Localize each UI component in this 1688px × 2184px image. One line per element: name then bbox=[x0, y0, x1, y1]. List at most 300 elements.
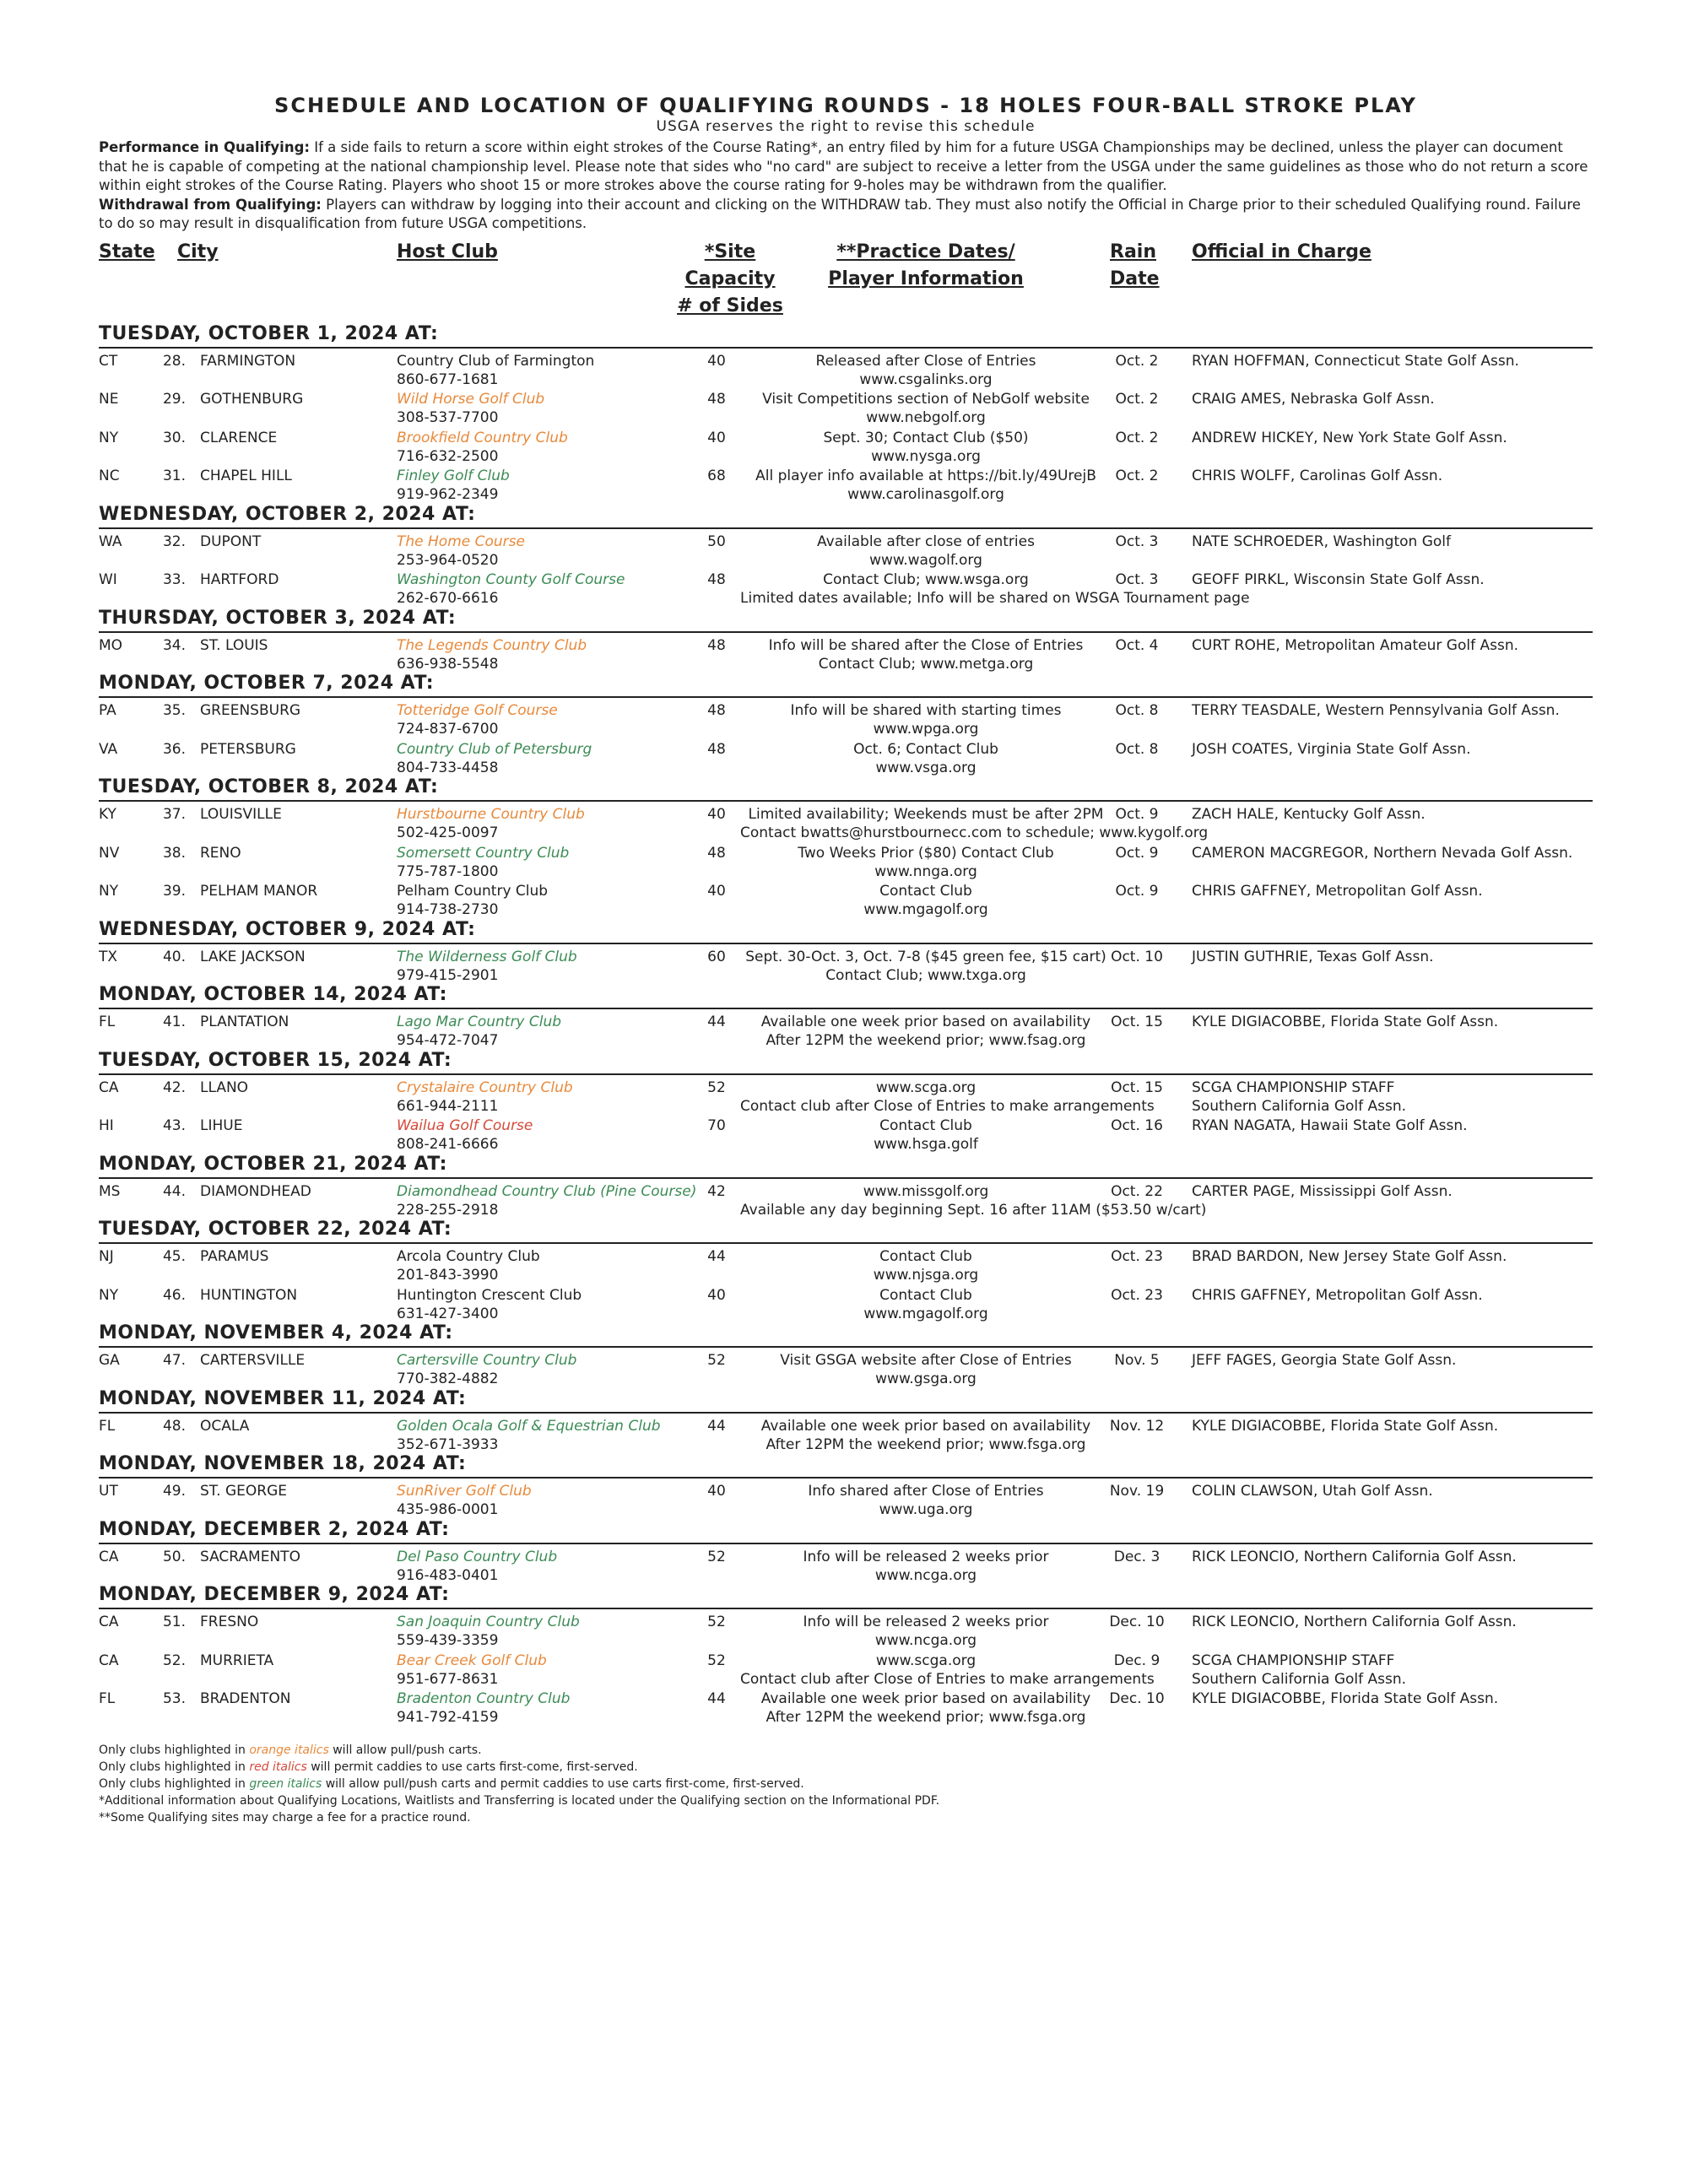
host-club-cell: Finley Golf Club bbox=[397, 468, 510, 484]
qualifying-site-row bbox=[99, 802, 1593, 841]
city-cell: PELHAM MANOR bbox=[200, 883, 318, 900]
official-cell: CHRIS GAFFNEY, Metropolitan Golf Assn. bbox=[1192, 883, 1483, 900]
qualifying-site-row bbox=[99, 567, 1593, 606]
date-section bbox=[99, 1217, 1593, 1321]
rain-date-cell: Nov. 19 bbox=[1109, 1483, 1165, 1500]
capacity-cell: 42 bbox=[707, 1182, 726, 1200]
practice-info-line1: Info shared after Close of Entries bbox=[808, 1483, 1044, 1500]
site-number-cell: 37. bbox=[162, 806, 186, 823]
state-cell: VA bbox=[99, 740, 118, 758]
official-cell: RICK LEONCIO, Northern California Golf Assn. bbox=[1192, 1614, 1517, 1630]
phone-cell: 954-472-7047 bbox=[397, 1032, 499, 1049]
capacity-cell: 52 bbox=[707, 1352, 726, 1369]
official-cell: COLIN CLAWSON, Utah Golf Assn. bbox=[1192, 1483, 1433, 1500]
official-cell: JUSTIN GUTHRIE, Texas Golf Assn. bbox=[1192, 948, 1434, 965]
site-number-cell: 29. bbox=[162, 391, 186, 408]
date-section bbox=[99, 1152, 1593, 1218]
site-number-cell: 31. bbox=[162, 468, 186, 484]
city-cell: LLANO bbox=[200, 1078, 249, 1096]
state-cell: NY bbox=[99, 429, 119, 446]
official-cell: SCGA CHAMPIONSHIP STAFF bbox=[1192, 1078, 1395, 1096]
qualifying-site-row bbox=[99, 841, 1593, 879]
practice-info-line1: Visit Competitions section of NebGolf website bbox=[762, 391, 1090, 408]
practice-info-line1: Visit GSGA website after Close of Entries bbox=[780, 1352, 1072, 1369]
capacity-cell: 50 bbox=[707, 532, 726, 550]
qualifying-site-row bbox=[99, 425, 1593, 464]
rain-date-cell: Oct. 22 bbox=[1111, 1182, 1163, 1200]
practice-info-line1: Contact Club bbox=[879, 1117, 972, 1134]
practice-info-line1: Two Weeks Prior ($80) Contact Club bbox=[798, 844, 1054, 862]
phone-cell: 228-255-2918 bbox=[397, 1201, 499, 1219]
col-capacity-line1: *Site bbox=[704, 241, 756, 262]
practice-info-line2: www.csgalinks.org bbox=[859, 370, 993, 388]
rain-date-cell: Nov. 12 bbox=[1109, 1417, 1165, 1435]
official-cell: KYLE DIGIACOBBE, Florida State Golf Assn. bbox=[1192, 1690, 1499, 1707]
capacity-cell: 52 bbox=[707, 1078, 726, 1096]
note-text: will permit caddies to use carts first-come, first-served. bbox=[306, 1760, 638, 1774]
official-cell: GEOFF PIRKL, Wisconsin State Golf Assn. bbox=[1192, 571, 1485, 588]
qualifying-site-row bbox=[99, 698, 1593, 737]
section-date-heading: TUESDAY, OCTOBER 1, 2024 AT: bbox=[99, 322, 1593, 349]
site-number-cell: 36. bbox=[162, 740, 186, 758]
capacity-cell: 48 bbox=[707, 740, 726, 758]
practice-info-line1: Contact Club; www.wsga.org bbox=[823, 571, 1029, 588]
phone-cell: 636-938-5548 bbox=[397, 655, 499, 673]
rain-date-cell: Dec. 10 bbox=[1109, 1614, 1165, 1630]
capacity-cell: 40 bbox=[707, 352, 726, 370]
rain-date-cell: Oct. 9 bbox=[1115, 883, 1159, 900]
col-city: City bbox=[177, 241, 219, 262]
host-club-cell: San Joaquin Country Club bbox=[397, 1614, 580, 1630]
rain-date-cell: Oct. 23 bbox=[1111, 1248, 1163, 1265]
qualifying-site-row bbox=[99, 737, 1593, 776]
host-club-cell: Wailua Golf Course bbox=[397, 1117, 533, 1134]
practice-info-line2: After 12PM the weekend prior; www.fsga.org bbox=[766, 1435, 1086, 1453]
practice-info-line2: Contact bwatts@hurstbournecc.com to schedule; www.kygolf.org bbox=[740, 824, 1209, 841]
practice-info-line1: Released after Close of Entries bbox=[815, 352, 1036, 370]
phone-cell: 951-677-8631 bbox=[397, 1670, 499, 1688]
qualifying-site-row bbox=[99, 944, 1593, 983]
host-club-cell: The Legends Country Club bbox=[397, 636, 587, 654]
performance-text: If a side fails to return a score within eight strokes of the Course Rating*, an entry filed by him for a future USGA Championships may be declined, unless the player can document that he is capable of competing at the national championship level. Please note that sides who "no card" are subject to receive a letter from the USGA under the same guidelines as those who do not return a score within eight strokes of the Course Rating. Players who shoot 15 or more strokes above the course rating for 9-holes may be withdrawn from the qualifier. bbox=[99, 139, 1588, 193]
rain-date-cell: Oct. 2 bbox=[1115, 352, 1159, 370]
qualifying-site-row bbox=[99, 1648, 1593, 1687]
phone-cell: 919-962-2349 bbox=[397, 486, 499, 503]
site-number-cell: 49. bbox=[162, 1483, 186, 1500]
phone-cell: 201-843-3990 bbox=[397, 1267, 499, 1284]
qualifying-site-row bbox=[99, 1686, 1593, 1725]
practice-info-line1: Sept. 30-Oct. 3, Oct. 7-8 ($45 green fee, $15 cart) bbox=[745, 948, 1106, 965]
practice-info-line1: Available after close of entries bbox=[817, 532, 1035, 550]
state-cell: MS bbox=[99, 1182, 121, 1200]
rain-date-cell: Oct. 2 bbox=[1115, 429, 1159, 446]
phone-cell: 262-670-6616 bbox=[397, 590, 499, 607]
rain-date-cell: Dec. 10 bbox=[1109, 1690, 1165, 1707]
section-date-heading: TUESDAY, OCTOBER 8, 2024 AT: bbox=[99, 775, 1593, 802]
rain-date-cell: Oct. 9 bbox=[1115, 806, 1159, 823]
schedule-page bbox=[99, 93, 1593, 1826]
host-club-cell: Arcola Country Club bbox=[397, 1248, 540, 1265]
state-cell: FL bbox=[99, 1417, 116, 1435]
state-cell: KY bbox=[99, 806, 116, 823]
state-cell: GA bbox=[99, 1352, 120, 1369]
practice-info-line1: Available one week prior based on availability bbox=[760, 1417, 1091, 1435]
capacity-cell: 40 bbox=[707, 1483, 726, 1500]
date-section bbox=[99, 1321, 1593, 1387]
official-cell: NATE SCHROEDER, Washington Golf bbox=[1192, 532, 1451, 550]
city-cell: LOUISVILLE bbox=[200, 806, 282, 823]
official-cell: TERRY TEASDALE, Western Pennsylvania Golf Assn. bbox=[1192, 702, 1560, 719]
host-club-cell: Country Club of Farmington bbox=[397, 352, 595, 370]
col-capacity bbox=[663, 239, 798, 320]
site-number-cell: 52. bbox=[162, 1652, 186, 1669]
section-date-heading: MONDAY, DECEMBER 2, 2024 AT: bbox=[99, 1517, 1593, 1544]
rain-date-cell: Oct. 2 bbox=[1115, 468, 1159, 484]
col-host-club: Host Club bbox=[397, 241, 498, 262]
column-headers bbox=[99, 239, 1593, 322]
section-date-heading: MONDAY, NOVEMBER 18, 2024 AT: bbox=[99, 1451, 1593, 1479]
host-club-cell: Country Club of Petersburg bbox=[397, 740, 592, 758]
official-cell: SCGA CHAMPIONSHIP STAFF bbox=[1192, 1652, 1395, 1669]
qualifying-site-row bbox=[99, 1075, 1593, 1114]
qualifying-site-row bbox=[99, 387, 1593, 425]
practice-info-line2: www.mgagolf.org bbox=[863, 1305, 988, 1322]
official-cell: JOSH COATES, Virginia State Golf Assn. bbox=[1192, 740, 1471, 758]
practice-info-line1: www.scga.org bbox=[875, 1652, 977, 1669]
practice-info-line2: Available any day beginning Sept. 16 after 11AM ($53.50 w/cart) bbox=[740, 1201, 1207, 1219]
phone-cell: 661-944-2111 bbox=[397, 1097, 499, 1115]
practice-info-line1: Available one week prior based on availability bbox=[760, 1690, 1091, 1707]
withdrawal-label: Withdrawal from Qualifying: bbox=[99, 196, 322, 213]
col-capacity-line2: Capacity bbox=[684, 268, 776, 289]
site-number-cell: 35. bbox=[162, 702, 186, 719]
site-number-cell: 51. bbox=[162, 1614, 186, 1630]
state-cell: NV bbox=[99, 844, 120, 862]
official-cell: CURT ROHE, Metropolitan Amateur Golf Assn. bbox=[1192, 636, 1519, 654]
official-cell: CHRIS WOLFF, Carolinas Golf Assn. bbox=[1192, 468, 1443, 484]
practice-info-line1: Sept. 30; Contact Club ($50) bbox=[823, 429, 1029, 446]
capacity-cell: 70 bbox=[707, 1117, 726, 1134]
practice-info-line1: All player info available at https://bit.ly/49UrejB bbox=[755, 468, 1096, 484]
site-number-cell: 45. bbox=[162, 1248, 186, 1265]
practice-info-line1: Info will be released 2 weeks prior bbox=[803, 1548, 1049, 1565]
host-club-cell: Wild Horse Golf Club bbox=[397, 391, 545, 408]
host-club-cell: Bear Creek Golf Club bbox=[397, 1652, 547, 1669]
qualifying-site-row bbox=[99, 1244, 1593, 1283]
withdrawal-text: Players can withdraw by logging into their account and clicking on the WITHDRAW tab. They must also notify the Official in Charge prior to their scheduled Qualifying round. Failure to do so may result in disqualification from future USGA competitions. bbox=[99, 196, 1581, 231]
practice-info-line1: Available one week prior based on availability bbox=[760, 1014, 1091, 1030]
city-cell: ST. LOUIS bbox=[200, 636, 268, 654]
phone-cell: 352-671-3933 bbox=[397, 1435, 499, 1453]
schedule-sections bbox=[99, 322, 1593, 1725]
phone-cell: 914-738-2730 bbox=[397, 901, 499, 918]
col-rain-line2: Date bbox=[1110, 268, 1160, 289]
note-green bbox=[99, 1776, 1593, 1792]
qualifying-site-row bbox=[99, 878, 1593, 917]
city-cell: ST. GEORGE bbox=[200, 1483, 287, 1500]
section-date-heading: MONDAY, NOVEMBER 11, 2024 AT: bbox=[99, 1387, 1593, 1414]
qualifying-site-row bbox=[99, 1414, 1593, 1452]
practice-info-line2: Limited dates available; Info will be shared on WSGA Tournament page bbox=[740, 590, 1250, 607]
note-red bbox=[99, 1759, 1593, 1776]
qualifying-site-row bbox=[99, 1609, 1593, 1648]
host-club-cell: Totteridge Golf Course bbox=[397, 702, 558, 719]
footnotes bbox=[99, 1742, 1593, 1826]
host-club-cell: Golden Ocala Golf & Equestrian Club bbox=[397, 1417, 661, 1435]
phone-cell: 435-986-0001 bbox=[397, 1501, 499, 1518]
rain-date-cell: Oct. 10 bbox=[1111, 948, 1163, 965]
col-practice bbox=[816, 239, 1036, 293]
state-cell: TX bbox=[99, 948, 118, 965]
note-additional-info: *Additional information about Qualifying Locations, Waitlists and Transferring is located under the Qualifying section on the Informational PDF. bbox=[99, 1793, 940, 1808]
capacity-cell: 44 bbox=[707, 1417, 726, 1435]
phone-cell: 775-787-1800 bbox=[397, 862, 499, 880]
capacity-cell: 44 bbox=[707, 1014, 726, 1030]
state-cell: HI bbox=[99, 1117, 114, 1134]
qualifying-site-row bbox=[99, 1009, 1593, 1048]
city-cell: DUPONT bbox=[200, 532, 262, 550]
site-number-cell: 33. bbox=[162, 571, 186, 588]
note-text: will allow pull/push carts and permit caddies to use carts first-come, first-served. bbox=[322, 1776, 804, 1791]
capacity-cell: 48 bbox=[707, 844, 726, 862]
city-cell: RENO bbox=[200, 844, 241, 862]
date-section bbox=[99, 982, 1593, 1048]
rain-date-cell: Dec. 3 bbox=[1113, 1548, 1160, 1565]
practice-info-line2: www.wagolf.org bbox=[869, 551, 982, 569]
practice-info-line2: Contact club after Close of Entries to make arrangements bbox=[740, 1097, 1155, 1115]
date-section bbox=[99, 502, 1593, 606]
phone-cell: 502-425-0097 bbox=[397, 824, 499, 841]
qualifying-site-row bbox=[99, 529, 1593, 568]
official-cell: CAMERON MACGREGOR, Northern Nevada Golf Assn. bbox=[1192, 844, 1573, 862]
practice-info-line1: www.missgolf.org bbox=[863, 1182, 989, 1200]
qualifying-site-row bbox=[99, 349, 1593, 387]
rain-date-cell: Dec. 9 bbox=[1113, 1652, 1160, 1669]
date-section bbox=[99, 671, 1593, 775]
qualifying-site-row bbox=[99, 633, 1593, 672]
practice-info-line2: Contact club after Close of Entries to make arrangements bbox=[740, 1670, 1155, 1688]
city-cell: SACRAMENTO bbox=[200, 1548, 300, 1565]
col-state: State bbox=[99, 241, 155, 262]
city-cell: PARAMUS bbox=[200, 1248, 269, 1265]
city-cell: OCALA bbox=[200, 1417, 250, 1435]
rain-date-cell: Oct. 16 bbox=[1111, 1117, 1163, 1134]
practice-info-line1: www.scga.org bbox=[875, 1078, 977, 1096]
official-cell: BRAD BARDON, New Jersey State Golf Assn. bbox=[1192, 1248, 1507, 1265]
site-number-cell: 47. bbox=[162, 1352, 186, 1369]
city-cell: CLARENCE bbox=[200, 429, 278, 446]
site-number-cell: 50. bbox=[162, 1548, 186, 1565]
note-text: will allow pull/push carts. bbox=[328, 1743, 482, 1757]
state-cell: NY bbox=[99, 883, 119, 900]
state-cell: CA bbox=[99, 1078, 119, 1096]
site-number-cell: 32. bbox=[162, 532, 186, 550]
city-cell: GREENSBURG bbox=[200, 702, 301, 719]
col-rain-date bbox=[1110, 239, 1160, 293]
host-club-cell: Hurstbourne Country Club bbox=[397, 806, 585, 823]
date-section bbox=[99, 606, 1593, 672]
col-practice-line2: Player Information bbox=[828, 268, 1024, 289]
capacity-cell: 48 bbox=[707, 702, 726, 719]
site-number-cell: 40. bbox=[162, 948, 186, 965]
site-number-cell: 42. bbox=[162, 1078, 186, 1096]
capacity-cell: 52 bbox=[707, 1614, 726, 1630]
phone-cell: 716-632-2500 bbox=[397, 447, 499, 465]
phone-cell: 308-537-7700 bbox=[397, 409, 499, 426]
site-number-cell: 48. bbox=[162, 1417, 186, 1435]
city-cell: CARTERSVILLE bbox=[200, 1352, 306, 1369]
site-number-cell: 34. bbox=[162, 636, 186, 654]
state-cell: FL bbox=[99, 1014, 116, 1030]
section-date-heading: THURSDAY, OCTOBER 3, 2024 AT: bbox=[99, 606, 1593, 633]
date-section bbox=[99, 1582, 1593, 1725]
official-cell: JEFF FAGES, Georgia State Golf Assn. bbox=[1192, 1352, 1457, 1369]
phone-cell: 770-382-4882 bbox=[397, 1370, 499, 1387]
state-cell: UT bbox=[99, 1483, 118, 1500]
practice-info-line2: www.ncga.org bbox=[874, 1632, 977, 1649]
practice-info-line2: www.nysga.org bbox=[871, 447, 981, 465]
host-club-cell: Crystalaire Country Club bbox=[397, 1078, 573, 1096]
city-cell: PLANTATION bbox=[200, 1014, 289, 1030]
phone-cell: 979-415-2901 bbox=[397, 966, 499, 984]
practice-info-line2: www.njsga.org bbox=[873, 1267, 979, 1284]
site-number-cell: 39. bbox=[162, 883, 186, 900]
section-date-heading: MONDAY, OCTOBER 14, 2024 AT: bbox=[99, 982, 1593, 1009]
capacity-cell: 48 bbox=[707, 391, 726, 408]
page-title: SCHEDULE AND LOCATION OF QUALIFYING ROUNDS - 18 HOLES FOUR-BALL STROKE PLAY bbox=[274, 94, 1417, 117]
official-cell: ANDREW HICKEY, New York State Golf Assn. bbox=[1192, 429, 1507, 446]
city-cell: FARMINGTON bbox=[200, 352, 296, 370]
capacity-cell: 48 bbox=[707, 636, 726, 654]
city-cell: FRESNO bbox=[200, 1614, 259, 1630]
qualifying-site-row bbox=[99, 1479, 1593, 1517]
phone-cell: 808-241-6666 bbox=[397, 1136, 499, 1153]
capacity-cell: 52 bbox=[707, 1652, 726, 1669]
state-cell: NY bbox=[99, 1286, 119, 1304]
state-cell: CT bbox=[99, 352, 118, 370]
qualifying-site-row bbox=[99, 1348, 1593, 1387]
section-date-heading: MONDAY, OCTOBER 7, 2024 AT: bbox=[99, 671, 1593, 698]
section-date-heading: MONDAY, DECEMBER 9, 2024 AT: bbox=[99, 1582, 1593, 1609]
col-rain-line1: Rain bbox=[1110, 241, 1156, 262]
section-date-heading: TUESDAY, OCTOBER 22, 2024 AT: bbox=[99, 1217, 1593, 1244]
official-cell: KYLE DIGIACOBBE, Florida State Golf Assn. bbox=[1192, 1417, 1499, 1435]
site-number-cell: 53. bbox=[162, 1690, 186, 1707]
capacity-cell: 40 bbox=[707, 1286, 726, 1304]
section-date-heading: WEDNESDAY, OCTOBER 9, 2024 AT: bbox=[99, 917, 1593, 944]
date-section bbox=[99, 1387, 1593, 1452]
city-cell: LIHUE bbox=[200, 1117, 243, 1134]
col-capacity-line3: # of Sides bbox=[677, 295, 783, 316]
date-section bbox=[99, 322, 1593, 502]
phone-cell: 724-837-6700 bbox=[397, 721, 499, 738]
rain-date-cell: Oct. 9 bbox=[1115, 844, 1159, 862]
state-cell: CA bbox=[99, 1652, 119, 1669]
practice-info-line1: Info will be shared with starting times bbox=[790, 702, 1062, 719]
practice-info-line1: Info will be shared after the Close of Entries bbox=[768, 636, 1084, 654]
city-cell: GOTHENBURG bbox=[200, 391, 304, 408]
city-cell: HUNTINGTON bbox=[200, 1286, 298, 1304]
official-cell: RYAN HOFFMAN, Connecticut State Golf Assn. bbox=[1192, 352, 1519, 370]
city-cell: BRADENTON bbox=[200, 1690, 291, 1707]
note-text: Only clubs highlighted in bbox=[99, 1760, 250, 1774]
official-cell: KYLE DIGIACOBBE, Florida State Golf Assn. bbox=[1192, 1014, 1499, 1030]
practice-info-line1: Contact Club bbox=[879, 1248, 972, 1265]
state-cell: MO bbox=[99, 636, 123, 654]
col-practice-line1: **Practice Dates/ bbox=[836, 241, 1015, 262]
capacity-cell: 40 bbox=[707, 806, 726, 823]
section-date-heading: TUESDAY, OCTOBER 15, 2024 AT: bbox=[99, 1048, 1593, 1075]
site-number-cell: 46. bbox=[162, 1286, 186, 1304]
rain-date-cell: Oct. 15 bbox=[1111, 1078, 1163, 1096]
phone-cell: 916-483-0401 bbox=[397, 1566, 499, 1584]
performance-paragraph bbox=[99, 138, 1593, 196]
practice-info-line2: www.wpga.org bbox=[873, 721, 979, 738]
date-section bbox=[99, 1517, 1593, 1583]
page-subtitle: USGA reserves the right to revise this schedule bbox=[656, 118, 1036, 135]
host-club-cell: Huntington Crescent Club bbox=[397, 1286, 582, 1304]
rain-date-cell: Nov. 5 bbox=[1114, 1352, 1160, 1369]
official-line2: Southern California Golf Assn. bbox=[1192, 1670, 1407, 1688]
site-number-cell: 30. bbox=[162, 429, 186, 446]
host-club-cell: Somersett Country Club bbox=[397, 844, 570, 862]
practice-info-line2: After 12PM the weekend prior; www.fsag.org bbox=[766, 1032, 1086, 1049]
note-text: Only clubs highlighted in bbox=[99, 1743, 250, 1757]
capacity-cell: 44 bbox=[707, 1690, 726, 1707]
practice-info-line1: Oct. 6; Contact Club bbox=[853, 740, 998, 758]
official-cell: RYAN NAGATA, Hawaii State Golf Assn. bbox=[1192, 1117, 1468, 1134]
rain-date-cell: Oct. 4 bbox=[1115, 636, 1159, 654]
note-highlight-orange: orange italics bbox=[249, 1743, 329, 1757]
state-cell: NJ bbox=[99, 1248, 114, 1265]
date-section bbox=[99, 1048, 1593, 1152]
phone-cell: 804-733-4458 bbox=[397, 759, 499, 776]
practice-info-line2: www.uga.org bbox=[879, 1501, 973, 1518]
host-club-cell: Diamondhead Country Club (Pine Course) bbox=[397, 1182, 697, 1200]
capacity-cell: 44 bbox=[707, 1248, 726, 1265]
practice-info-line2: www.gsga.org bbox=[875, 1370, 977, 1387]
city-cell: PETERSBURG bbox=[200, 740, 296, 758]
state-cell: FL bbox=[99, 1690, 116, 1707]
state-cell: WI bbox=[99, 571, 117, 588]
host-club-cell: Cartersville Country Club bbox=[397, 1352, 577, 1369]
state-cell: NE bbox=[99, 391, 119, 408]
practice-info-line2: After 12PM the weekend prior; www.fsga.org bbox=[766, 1709, 1086, 1726]
site-number-cell: 43. bbox=[162, 1117, 186, 1134]
official-line2: Southern California Golf Assn. bbox=[1192, 1097, 1407, 1115]
practice-info-line2: www.vsga.org bbox=[875, 759, 977, 776]
official-cell: CHRIS GAFFNEY, Metropolitan Golf Assn. bbox=[1192, 1286, 1483, 1304]
host-club-cell: Pelham Country Club bbox=[397, 883, 549, 900]
date-section bbox=[99, 1451, 1593, 1517]
host-club-cell: Del Paso Country Club bbox=[397, 1548, 558, 1565]
section-date-heading: WEDNESDAY, OCTOBER 2, 2024 AT: bbox=[99, 502, 1593, 529]
practice-info-line1: Contact Club bbox=[879, 1286, 972, 1304]
note-practice-fee: **Some Qualifying sites may charge a fee for a practice round. bbox=[99, 1810, 471, 1825]
capacity-cell: 52 bbox=[707, 1548, 726, 1565]
capacity-cell: 60 bbox=[707, 948, 726, 965]
col-official: Official in Charge bbox=[1192, 241, 1372, 262]
city-cell: CHAPEL HILL bbox=[200, 468, 292, 484]
date-section bbox=[99, 775, 1593, 917]
capacity-cell: 40 bbox=[707, 883, 726, 900]
practice-info-line2: www.hsga.golf bbox=[874, 1136, 978, 1153]
site-number-cell: 38. bbox=[162, 844, 186, 862]
phone-cell: 941-792-4159 bbox=[397, 1709, 499, 1726]
state-cell: WA bbox=[99, 532, 122, 550]
phone-cell: 631-427-3400 bbox=[397, 1305, 499, 1322]
host-club-cell: The Wilderness Golf Club bbox=[397, 948, 577, 965]
